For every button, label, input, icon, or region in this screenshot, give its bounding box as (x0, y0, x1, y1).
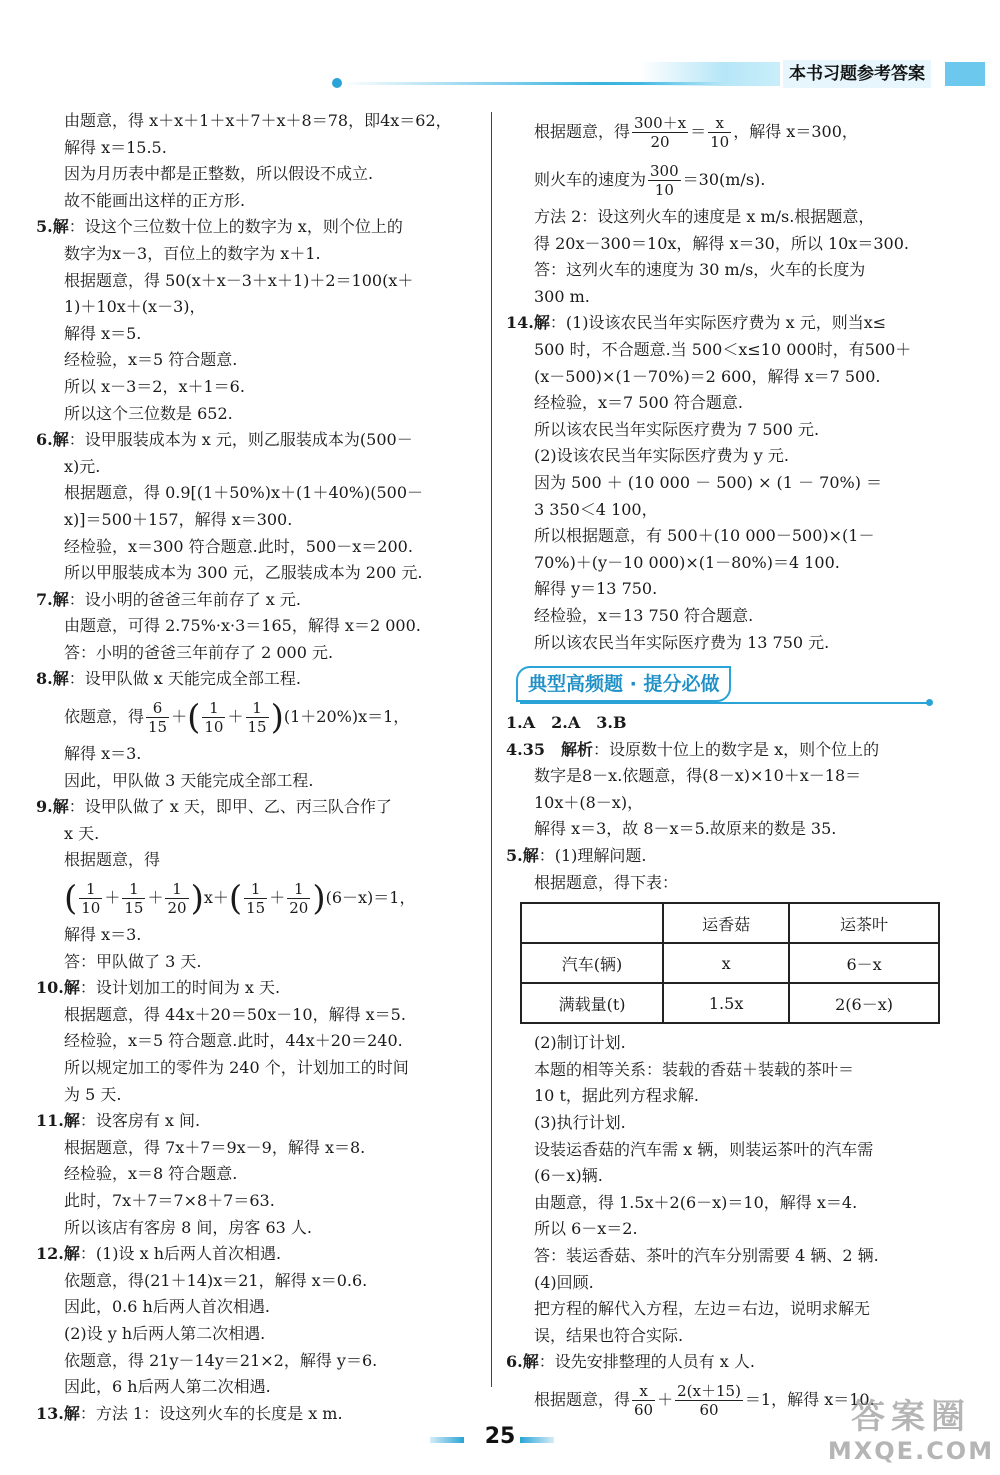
question-number: 9.解 (36, 797, 69, 817)
question-number: 8.解 (36, 669, 69, 689)
text-line: 所以该农民当年实际医疗费为 7 500 元. (534, 419, 820, 439)
text-line: 根据题意，得 (64, 850, 161, 870)
transport-table (520, 902, 940, 1024)
question-6 (36, 427, 482, 454)
text-line: 经检验，x＝13 750 符合题意. (534, 605, 754, 625)
page-number: 25 (484, 1424, 516, 1449)
text-line: 根据题意，得 7x＋7＝9x－9，解得 x＝8. (64, 1137, 366, 1157)
text-line: 所以 x－3＝2，x＋1＝6. (64, 376, 245, 396)
text-line: 经检验，x＝5 符合题意. (64, 350, 238, 370)
question-number: 7.解 (36, 589, 69, 609)
text-line: 解得 x＝3，故 8－x＝5.故原来的数是 35. (534, 819, 837, 839)
table-cell: 1.5x (663, 983, 789, 1023)
text-line: 故不能画出这样的正方形. (64, 190, 246, 210)
text-line: 所以该店有客房 8 间，房客 63 人. (64, 1217, 312, 1237)
text-line: 根据题意，得 0.9[(1＋50%)x＋(1＋40%)(500－ (64, 483, 424, 503)
text-line: 依题意，得 21y－14y＝21×2，解得 y＝6. (64, 1350, 378, 1370)
watermark-line2: MXQE.COM (827, 1437, 995, 1465)
text-line: 因为 500 ＋ (10 000 － 500) × (1 － 70%) ＝ (534, 472, 883, 492)
fraction: $\frac{300}{10}$ (650, 162, 679, 199)
question-10 (36, 975, 482, 1002)
question-number: 4.35 (506, 739, 545, 759)
fraction: $\frac{1}{15}$ (124, 880, 144, 918)
question-7 (36, 587, 482, 614)
fraction: $\frac{1}{15}$ (246, 880, 266, 918)
equals: ＝ (690, 122, 707, 141)
text-line: 数字为x－3，百位上的数字为 x＋1. (64, 243, 321, 263)
section-banner (516, 664, 796, 704)
question-5 (36, 214, 482, 241)
section-underline (520, 702, 930, 704)
text-line: 因此，6 h后两人第二次相遇. (64, 1377, 271, 1397)
question-11 (36, 1108, 482, 1135)
text: ：方法 1：设这列火车的长度是 x m. (79, 1403, 343, 1423)
text-line: 答：装运香菇、茶叶的汽车分别需要 4 辆、2 辆. (534, 1246, 879, 1265)
table-cell: 满载量(t) (521, 983, 663, 1023)
text-line: 因此，0.6 h后两人首次相遇. (64, 1297, 270, 1317)
text: ，解得 x＝300， (733, 122, 858, 141)
table-cell: 汽车(辆) (521, 943, 663, 983)
text-line: 得 20x－300＝10x，解得 x＝30，所以 10x＝300. (534, 233, 909, 253)
fraction: $\frac{2(x+15)}{60}$ (677, 1381, 741, 1419)
text-line: 经检验，x＝8 符合题意. (64, 1164, 238, 1184)
question-number: 11.解 (36, 1111, 80, 1131)
plus: ＋ (171, 707, 188, 727)
question-number: 12.解 (36, 1244, 80, 1264)
header-decoration-bar (640, 62, 780, 86)
text-line: 根据题意，得下表： (534, 872, 679, 892)
fraction: $\frac{1}{10}$ (204, 699, 224, 737)
question-8 (36, 666, 482, 693)
text-line: x 天. (64, 823, 100, 843)
text-line: 10x＋(8－x)， (534, 792, 644, 812)
text-line: 经检验，x＝7 500 符合题意. (534, 393, 744, 413)
text: ：设甲服装成本为 x 元，则乙服装成本为(500－ (68, 430, 413, 450)
fraction: $\frac{1}{20}$ (167, 880, 187, 918)
table-header-cell: 运香菇 (663, 903, 789, 943)
text-line: 经检验，x＝300 符合题意.此时，500－x＝200. (64, 536, 413, 556)
text-line: 所以甲服装成本为 300 元，乙服装成本为 200 元. (64, 563, 423, 583)
text-line: 所以这个三位数是 652. (64, 403, 233, 423)
text-line: 答：这列火车的速度为 30 m/s，火车的长度为 (534, 260, 866, 280)
text: 依题意，得 (64, 707, 145, 727)
text: ＝30(m/s). (682, 170, 766, 189)
text-line: (4)回顾. (534, 1272, 594, 1292)
text-line: 根据题意，得 44x＋20＝50x－10，解得 x＝5. (64, 1004, 406, 1024)
question-number: 14.解 (506, 313, 550, 333)
table-cell: x (663, 943, 789, 983)
question-14 (506, 310, 944, 337)
equation-line (506, 156, 944, 204)
text-line: 所以该农民当年实际医疗费为 13 750 元. (534, 632, 830, 652)
question-number: 13.解 (36, 1403, 80, 1423)
text-line: (x－500)×(1－70%)＝2 600，解得 x＝7 500. (534, 366, 881, 386)
question-number: 10.解 (36, 978, 80, 998)
left-column (36, 108, 482, 1427)
text: ：(1)设该农民当年实际医疗费为 x 元，则当x≤ (549, 313, 887, 333)
analysis-label: 解析 (544, 739, 593, 759)
page-number-decoration-right (520, 1437, 554, 1443)
text: (6－x)＝1， (325, 888, 416, 908)
right-column (506, 108, 944, 1424)
text-line: 由题意，可得 2.75%·x·3＝165，解得 x＝2 000. (64, 616, 421, 636)
table-row (521, 943, 939, 983)
question-number: 5.解 (506, 846, 539, 866)
text: 根据题意，得 (534, 1389, 631, 1409)
text-line: 解得 x＝3. (64, 744, 142, 764)
text-line: 10 t，据此列方程求解. (534, 1086, 699, 1106)
watermark-line1: 答案圈 (851, 1397, 971, 1437)
question-number: 6.解 (36, 430, 69, 450)
text-line: 误，结果也符合实际. (534, 1325, 684, 1345)
text: x＋ (203, 888, 229, 908)
text-line: x)元. (64, 456, 101, 476)
text: ：(1)设 x h后两人首次相遇. (79, 1244, 282, 1264)
section-underline-dot (926, 699, 933, 706)
question-9 (36, 794, 482, 821)
table-header-cell (521, 903, 663, 943)
text: ：设原数十位上的数字是 x，则个位上的 (592, 739, 880, 759)
text-line: 答：甲队做了 3 天. (64, 951, 202, 971)
text-line: 本题的相等关系：装载的香菇＋装载的茶叶＝ (534, 1059, 855, 1079)
text-line: 1)＋10x＋(x－3)， (64, 297, 206, 317)
text-line: (3)执行计划. (534, 1113, 626, 1133)
text-line: 经检验，x＝5 符合题意.此时，44x＋20＝240. (64, 1031, 403, 1051)
text-line: 依题意，得(21＋14)x＝21，解得 x＝0.6. (64, 1270, 368, 1290)
text-line: 为 5 天. (64, 1084, 122, 1104)
text: ：设甲队做了 x 天，即甲、乙、丙三队合作了 (68, 797, 392, 817)
text: 根据题意，得 (534, 122, 631, 141)
text-line: 数字是8－x.依题意，得(8－x)×10＋x－18＝ (534, 766, 862, 786)
question-number: 5.解 (36, 217, 69, 237)
question-12 (36, 1241, 482, 1268)
fraction: $\frac{x}{60}$ (634, 1381, 654, 1419)
text-line: 方法 2：设这列火车的速度是 x m/s.根据题意， (534, 207, 875, 226)
question-6b (506, 1349, 944, 1376)
section-title: 典型高频题 · 提分必做 (516, 666, 731, 702)
text-line: 解得 x＝3. (64, 925, 142, 945)
text-line: 所以 6－x＝2. (534, 1219, 638, 1239)
fraction: $\frac{x}{10}$ (710, 114, 730, 151)
text-line: 由题意，得 x＋x＋1＋x＋7＋x＋8＝78，即4x＝62， (64, 111, 452, 130)
equation-line: ( $\frac{1}{10}$ ＋ $\frac{1}{15}$ ＋ $\frac{1}{20}$ )x＋( $\frac{1}{15}$ ＋ $\frac{1}{20}$ )(6－x)＝1， (64, 878, 416, 919)
text: ：设客房有 x 间. (79, 1111, 201, 1131)
text: ＝1，解得 x＝10. (744, 1389, 875, 1409)
text-line: 根据题意，得 50(x＋x－3＋x＋1)＋2＝100(x＋ (64, 270, 414, 290)
text-line: x)]＝500＋157，解得 x＝300. (64, 509, 293, 529)
text-line: 所以规定加工的零件为 240 个，计划加工的时间 (64, 1058, 409, 1077)
table-header-cell: 运茶叶 (789, 903, 939, 943)
text-line: 解得 x＝5. (64, 323, 142, 343)
text-line: 由题意，得 1.5x＋2(6－x)＝10，解得 x＝4. (534, 1192, 858, 1212)
question-4 (506, 737, 944, 764)
text: ：设这个三位数十位上的数字为 x，则个位上的 (68, 217, 403, 237)
text-line: 300 m. (534, 286, 590, 306)
equation-line (506, 108, 944, 156)
text-line: (2)设 y h后两人第二次相遇. (64, 1323, 266, 1343)
text-line: 500 时，不合题意.当 500＜x≤10 000时，有500＋ (534, 339, 912, 359)
text-line: 解得 x＝15.5. (64, 137, 167, 157)
text-line: 设装运香菇的汽车需 x 辆，则装运茶叶的汽车需 (534, 1139, 874, 1159)
text-line: 把方程的解代入方程，左边＝右边，说明求解无 (534, 1299, 871, 1319)
header-decoration-tail (945, 62, 985, 86)
column-divider (491, 112, 492, 1387)
fraction: $\frac{1}{15}$ (247, 699, 267, 737)
text-line: 3 350＜4 100， (534, 499, 658, 519)
text-line: (6－x)辆. (534, 1166, 603, 1186)
text: ：(1)理解问题. (538, 846, 647, 866)
fraction: $\frac{1}{20}$ (289, 880, 309, 918)
table-row (521, 983, 939, 1023)
plus: ＋ (657, 1389, 674, 1409)
watermark-logo (826, 1397, 996, 1470)
text: ：设先安排整理的人员有 x 人. (538, 1352, 756, 1372)
table-header-row (521, 903, 939, 943)
text: (1＋20%)x＝1， (283, 707, 410, 727)
text-line: 答：小明的爸爸三年前存了 2 000 元. (64, 642, 334, 662)
text: 则火车的速度为 (534, 170, 647, 189)
text-line: 此时，7x＋7＝7×8＋7＝63. (64, 1190, 275, 1210)
text: ：设甲队做 x 天能完成全部工程. (68, 669, 302, 689)
question-number: 6.解 (506, 1352, 539, 1372)
text-line: 解得 y＝13 750. (534, 579, 658, 599)
text-line: 因此，甲队做 3 天能完成全部工程. (64, 770, 314, 790)
question-5b (506, 843, 944, 870)
running-header-title: 本书习题参考答案 (783, 60, 931, 88)
table-cell: 6－x (789, 943, 939, 983)
fraction: $\frac{1}{10}$ (81, 880, 101, 918)
text-line: 因为月历表中都是正整数，所以假设不成立. (64, 164, 374, 184)
fraction: $\frac{300+x}{20}$ (634, 114, 687, 151)
table-cell: 2(6－x) (789, 983, 939, 1023)
equation-line: 依题意，得 $\frac{6}{15}$ ＋( $\frac{1}{10}$ ＋ $\frac{1}{15}$ )(1＋20%)x＝1， (64, 697, 410, 738)
text-line: (2)设该农民当年实际医疗费为 y 元. (534, 446, 789, 466)
text-line: (2)制订计划. (534, 1033, 626, 1053)
fraction: $\frac{6}{15}$ (148, 699, 168, 737)
choice-answers: 1.A 2.A 3.B (506, 713, 627, 733)
text-line: 所以根据题意，有 500＋(10 000－500)×(1－ (534, 526, 875, 546)
text: ：设小明的爸爸三年前存了 x 元. (68, 589, 302, 609)
text-line: 70%)＋(y－10 000)×(1－80%)＝4 100. (534, 552, 840, 572)
text: ：设计划加工的时间为 x 天. (79, 978, 281, 998)
